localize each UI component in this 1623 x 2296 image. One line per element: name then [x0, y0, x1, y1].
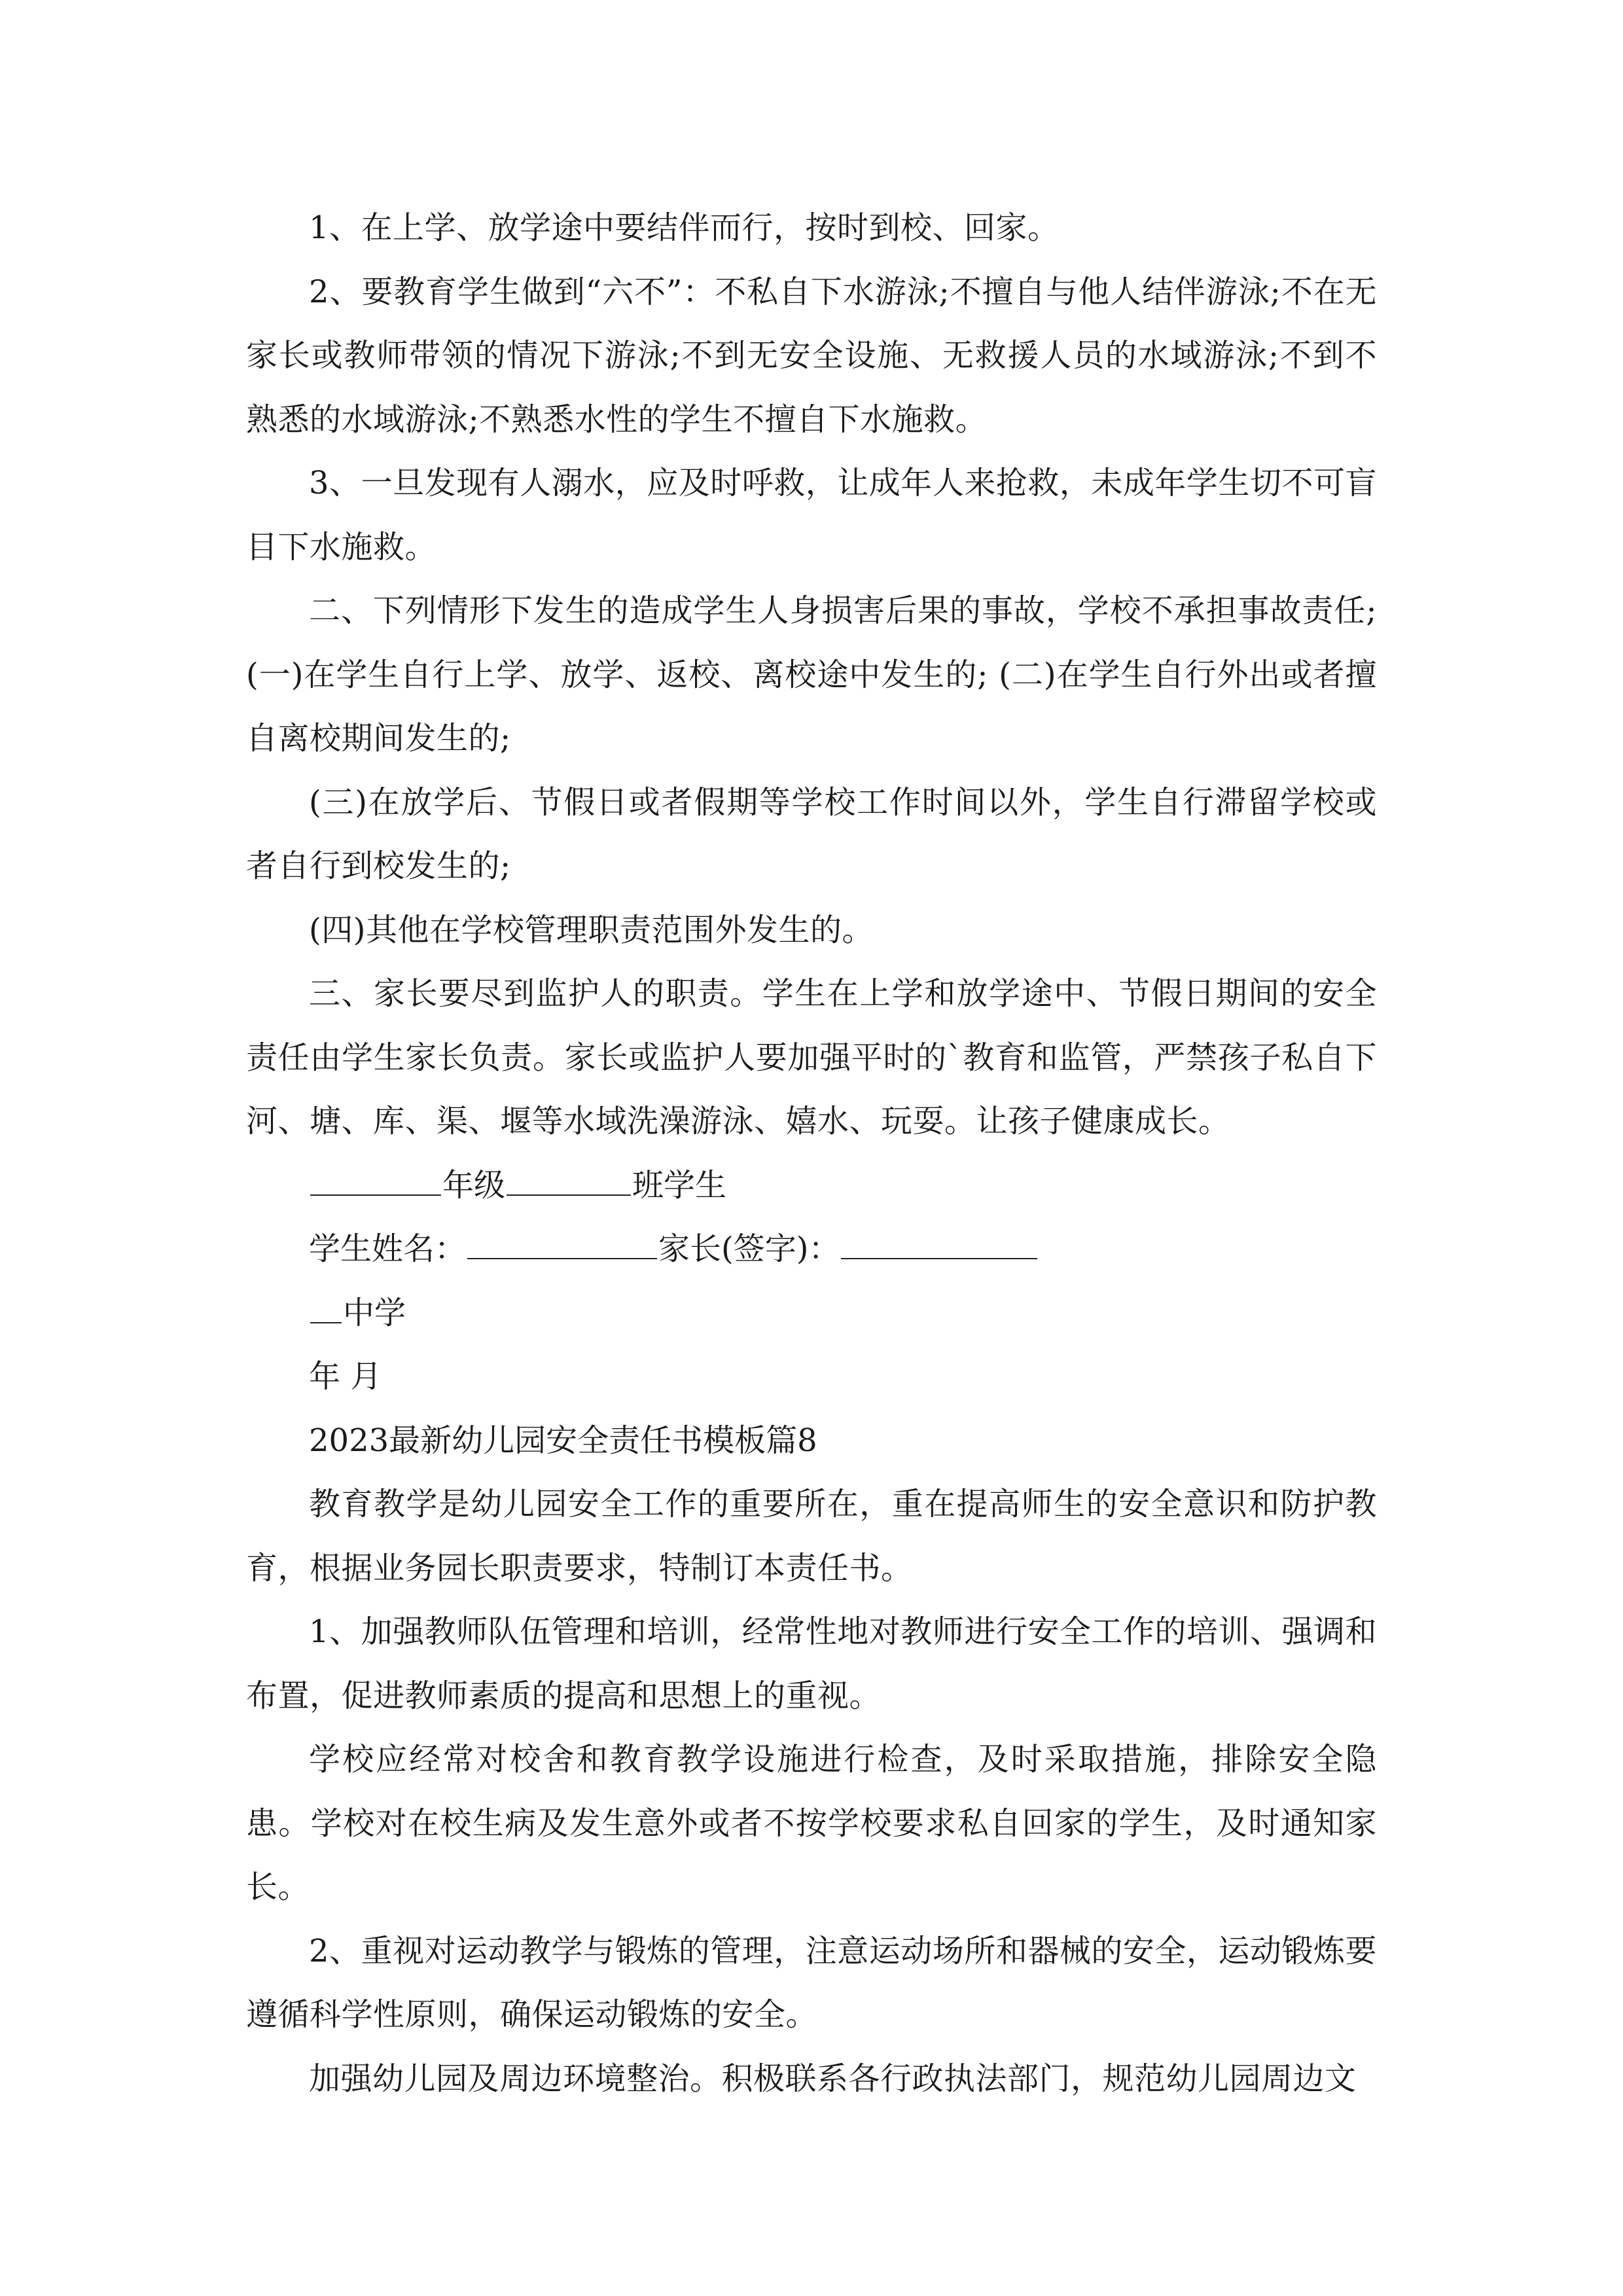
- paragraph-7: 三、家长要尽到监护人的职责。学生在上学和放学途中、节假日期间的安全责任由学生家长负责。家长或监护人要加强平时的`教育和监管，严禁孩子私自下河、塘、库、渠、堰等水域洗澡游泳、嬉水、玩耍。让孩子健康成长。: [246, 975, 1377, 1139]
- school-line: [246, 1282, 1377, 1346]
- section-title: 2023最新幼儿园安全责任书模板篇8: [309, 1422, 817, 1459]
- parent-sign-blank: [841, 1227, 1037, 1259]
- school-blank: [310, 1291, 342, 1323]
- paragraph-11: 2、重视对运动教学与锻炼的管理，注意运动场所和器械的安全，运动锻炼要遵循科学性原则，确保运动锻炼的安全。: [246, 1932, 1377, 2033]
- class-label: 班学生: [632, 1166, 727, 1204]
- paragraph-3: 3、一旦发现有人溺水，应及时呼救，让成年人来抢救，未成年学生切不可盲目下水施救。: [246, 465, 1377, 565]
- paragraph-6: (四)其他在学校管理职责范围外发生的。: [309, 911, 874, 948]
- date-line: 年 月: [309, 1358, 382, 1395]
- paragraph-1: 1、在上学、放学途中要结伴而行，按时到校、回家。: [309, 209, 1060, 246]
- document-body: [246, 196, 1377, 2111]
- grade-label: 年级: [442, 1166, 506, 1204]
- paragraph-5: (三)在放学后、节假日或者假期等学校工作时间以外，学生自行滞留学校或者自行到校发生的;: [246, 783, 1377, 884]
- paragraph-10: 学校应经常对校舍和教育教学设施进行检查，及时采取措施，排除安全隐患。学校对在校生病及发生意外或者不按学校要求私自回家的学生，及时通知家长。: [246, 1741, 1377, 1905]
- paragraph-9: 1、加强教师队伍管理和培训，经常性地对教师进行安全工作的培训、强调和布置，促进教师素质的提高和思想上的重视。: [246, 1613, 1377, 1714]
- student-name-label: 学生姓名：: [309, 1230, 467, 1267]
- paragraph-4: 二、下列情形下发生的造成学生人身损害后果的事故，学校不承担事故责任;(一)在学生自行上学、放学、返校、离校途中发生的; (二)在学生自行外出或者擅自离校期间发生的;: [246, 592, 1377, 757]
- grade-blank: [310, 1163, 441, 1196]
- parent-sign-label: 家长(签字)：: [658, 1230, 840, 1267]
- signature-line: [246, 1217, 1377, 1282]
- grade-class-line: [246, 1154, 1377, 1218]
- paragraph-12: 加强幼儿园及周边环境整治。积极联系各行政执法部门，规范幼儿园周边文: [309, 2060, 1357, 2097]
- paragraph-8: 教育教学是幼儿园安全工作的重要所在，重在提高师生的安全意识和防护教育，根据业务园长职责要求，特制订本责任书。: [246, 1486, 1377, 1587]
- student-name-blank: [467, 1227, 657, 1259]
- school-label: 中学: [343, 1294, 406, 1331]
- class-blank: [507, 1163, 631, 1196]
- paragraph-2: 2、要教育学生做到“六不”：不私自下水游泳;不擅自与他人结伴游泳;不在无家长或教师带领的情况下游泳;不到无安全设施、无救援人员的水域游泳;不到不熟悉的水域游泳;不熟悉水性的学生不擅自下水施救。: [246, 273, 1377, 438]
